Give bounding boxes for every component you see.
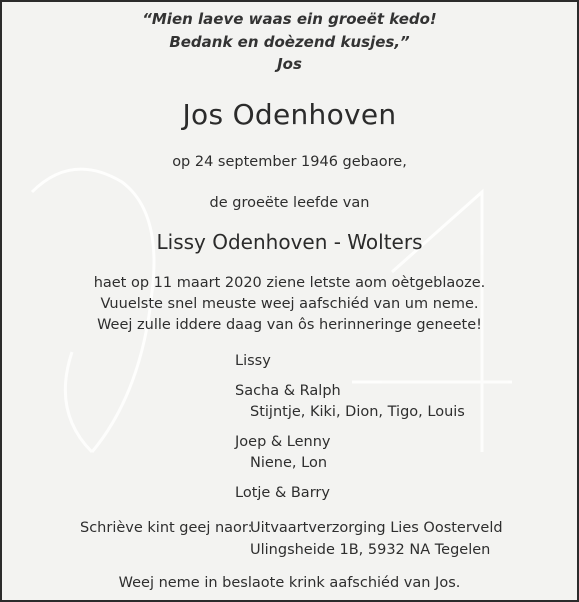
relation-line: de groeëte leefde van [209, 195, 370, 211]
partner-name: Lissy Odenhoven - Wolters [156, 230, 423, 254]
family-lotje-barry: Lotje & Barry [235, 485, 330, 501]
message-line-3: Weej zulle iddere daag van ôs herinneringe geneete! [97, 317, 482, 333]
birth-line: op 24 september 1946 gebaore, [172, 154, 407, 170]
deceased-name: Jos Odenhoven [182, 98, 397, 131]
quote-signature: Jos [277, 55, 302, 73]
message-line-1: haet op 11 maart 2020 ziene letste aom oètgeblaoze. [93, 275, 486, 291]
family-joep-children: Niene, Lon [250, 455, 328, 471]
address-label: Schriève kint geej naor: [80, 520, 253, 536]
quote-line-1: “Mien laeve waas ein groeët kedo! [142, 10, 437, 28]
family-sacha-ralph: Sacha & Ralph [235, 383, 341, 399]
address-line-2: Ulingsheide 1B, 5932 NA Tegelen [250, 542, 491, 558]
message-line-2: Vuuelste snel meuste weej aafschiéd van um neme. [100, 296, 479, 312]
family-lissy: Lissy [235, 353, 271, 369]
family-joep-lenny: Joep & Lenny [235, 434, 331, 450]
closing-line: Weej neme in beslaote krink aafschiéd van Jos. [118, 575, 461, 591]
address-line-1: Uitvaartverzorging Lies Oosterveld [250, 520, 503, 536]
quote-line-2: Bedank en doèzend kusjes,” [169, 33, 410, 51]
family-sacha-children: Stijntje, Kiki, Dion, Tigo, Louis [250, 404, 465, 420]
